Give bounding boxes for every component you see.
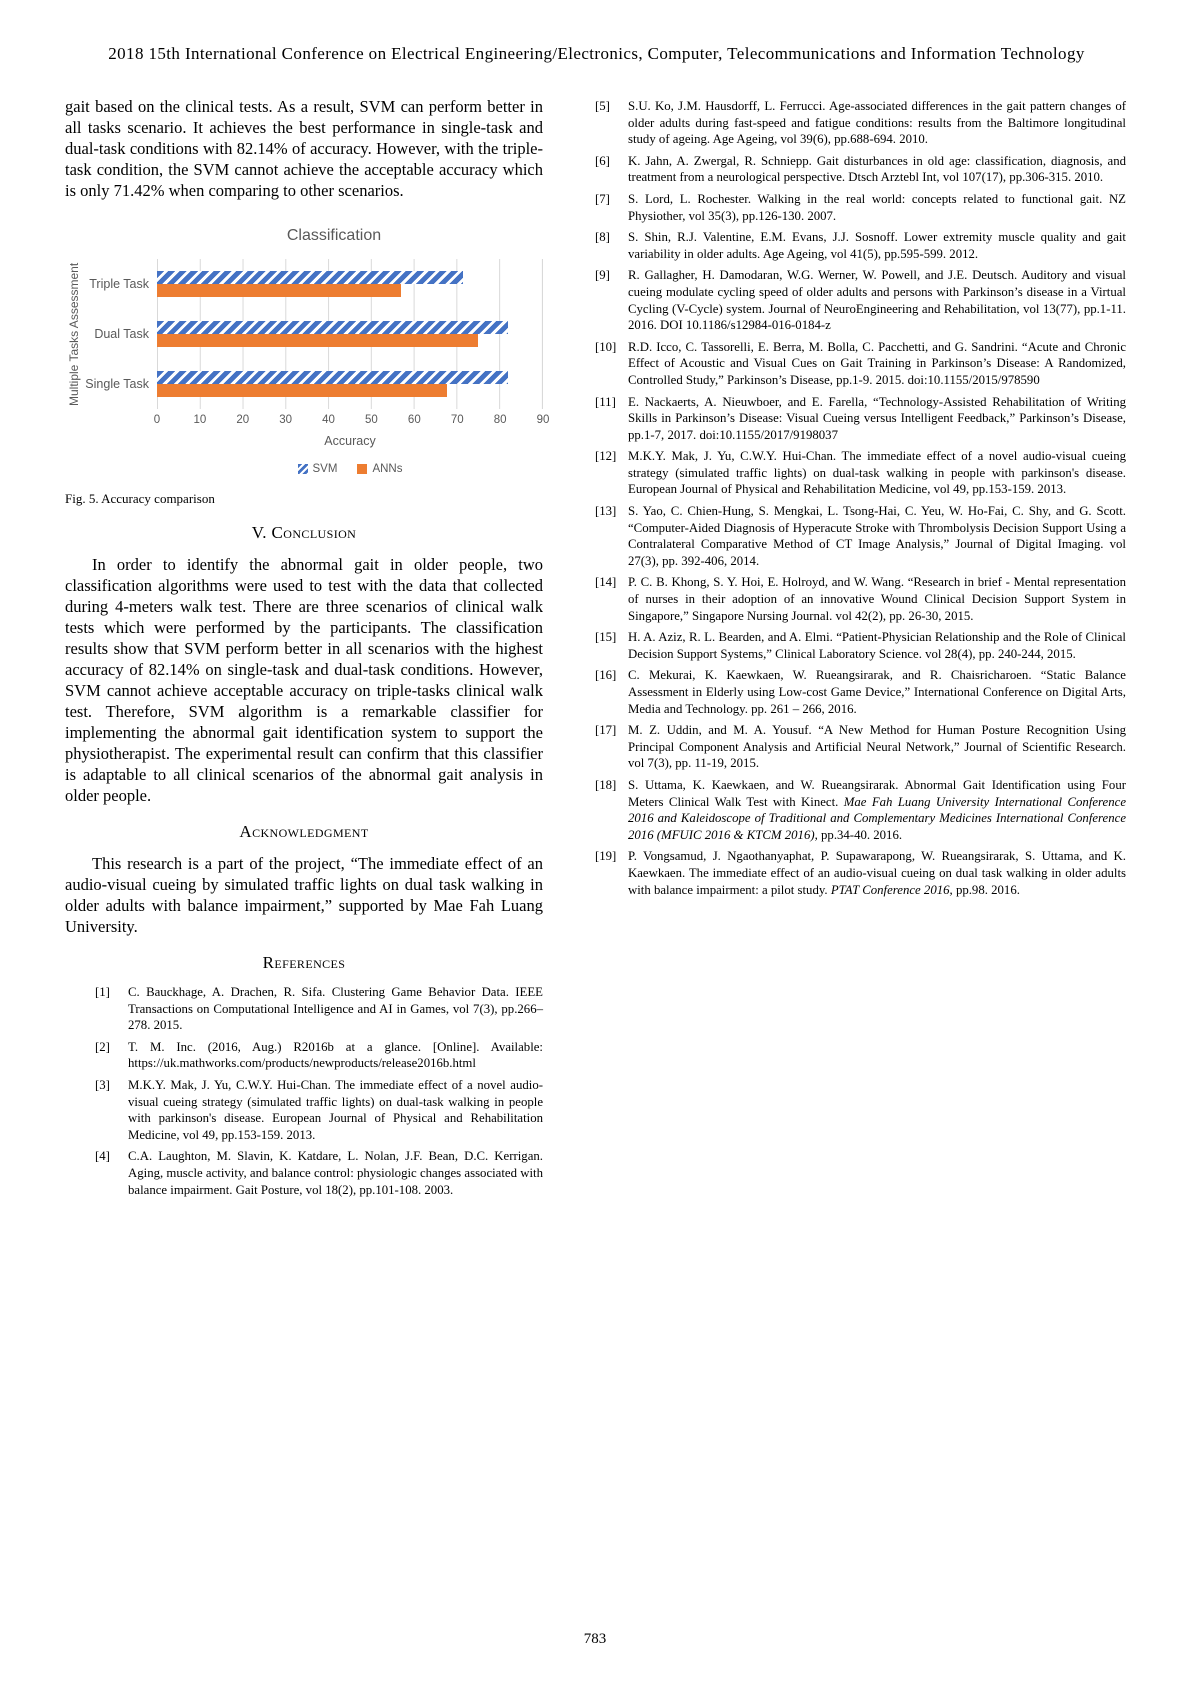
chart-x-ticks bbox=[153, 414, 550, 429]
reference-label: [8] bbox=[595, 230, 610, 245]
reference-text bbox=[628, 267, 1126, 333]
reference-label: [13] bbox=[595, 504, 617, 519]
reference-label: [3] bbox=[95, 1077, 110, 1092]
reference-text bbox=[628, 98, 1126, 148]
legend-swatch-anns bbox=[357, 464, 367, 474]
reference-label: [12] bbox=[595, 449, 617, 464]
reference-segment: S. Uttama, K. Kaewkaen, and W. Rueangsirarak. Abnormal Gait Identification using Four Meters Clinical Walk Test with Kinect. bbox=[628, 777, 1126, 809]
x-tick-label: 90 bbox=[536, 414, 550, 426]
legend-label: ANNs bbox=[372, 463, 403, 475]
reference-segment: R.D. Icco, C. Tassorelli, E. Berra, M. Bolla, C. Pacchetti, and G. Sandrini. “Acute and Chronic Effect of Acoustic and Visual Cues on Gait Training in Parkinson’s Disease: A Randomized, Controlled Study,” Parkinson’s Disease, pp.1-9. 2015. doi:10.1155/2015/978590 bbox=[628, 339, 1126, 387]
reference-item bbox=[595, 153, 1126, 186]
reference-segment: H. A. Aziz, R. L. Bearden, and A. Elmi. “Patient-Physician Relationship and the Role of Clinical Decision Support Systems,” Clinical Laboratory Science. vol 28(4), pp. 240-244, 2015. bbox=[628, 630, 1126, 661]
reference-label: [11] bbox=[595, 394, 616, 409]
reference-item bbox=[595, 98, 1126, 148]
reference-label: [16] bbox=[595, 668, 617, 683]
reference-item bbox=[595, 629, 1126, 662]
reference-segment: S. Lord, L. Rochester. Walking in the real world: concepts related to functional gait. NZ Physiother, vol 35(3), pp.126-130. 2007. bbox=[628, 191, 1126, 223]
reference-item bbox=[95, 1077, 543, 1143]
two-column-layout bbox=[65, 96, 1128, 1203]
reference-label: [5] bbox=[595, 99, 610, 113]
reference-item bbox=[595, 191, 1126, 224]
legend-swatch-svm bbox=[298, 464, 308, 474]
reference-label: [6] bbox=[595, 153, 610, 168]
x-tick-label: 40 bbox=[322, 414, 335, 426]
reference-label: [4] bbox=[95, 1149, 110, 1164]
acknowledgment-heading: Acknowledgment bbox=[239, 822, 369, 841]
chart-x-axis-title: Accuracy bbox=[324, 434, 376, 448]
legend-item-anns bbox=[357, 463, 402, 475]
x-tick-label: 0 bbox=[153, 414, 161, 426]
acknowledgment-paragraph: This research is a part of the project, “The immediate effect of an audio-visual cueing by simulated traffic lights on dual task walking in older adults with balance impairment,” supported by Mae Fah Luang University. bbox=[65, 854, 543, 936]
reference-segment: C. Mekurai, K. Kaewkaen, W. Rueangsirarak, and R. Chaisricharoen. “Static Balance Assessment in Elderly using Low-cost Game Device,” International Conference on Digital Arts, Media and Technology. pp. 261 – 266, 2016. bbox=[628, 668, 1126, 716]
reference-label: [1] bbox=[95, 985, 110, 999]
reference-text bbox=[628, 448, 1126, 498]
chart-category-labels bbox=[83, 259, 157, 409]
right-column bbox=[595, 96, 1126, 1203]
reference-item bbox=[95, 984, 543, 1034]
bar-svm-single-task bbox=[157, 371, 508, 384]
reference-item bbox=[595, 503, 1126, 569]
reference-label: [18] bbox=[595, 777, 617, 792]
reference-text bbox=[128, 984, 543, 1034]
reference-label: [17] bbox=[595, 723, 617, 738]
chart-category-label: Triple Task bbox=[89, 277, 149, 291]
reference-label: [2] bbox=[95, 1039, 110, 1054]
reference-text bbox=[628, 503, 1126, 569]
intro-paragraph: gait based on the clinical tests. As a result, SVM can perform better in all tasks scenario. It achieves the best performance in single-task and dual-task conditions with 82.14% of accuracy. However, with the triple-task condition, the SVM cannot achieve the acceptable accuracy which is only 71.42% when comparing to other scenarios. bbox=[65, 97, 543, 200]
legend-item-svm bbox=[298, 463, 338, 475]
x-tick-label: 20 bbox=[236, 414, 250, 426]
reference-text bbox=[628, 394, 1126, 444]
reference-text bbox=[628, 667, 1126, 717]
reference-segment: M. Z. Uddin, and M. A. Yousuf. “A New Method for Human Posture Recognition Using Principal Component Analysis and Artificial Neural Network,” Journal of Scientific Research. vol 7(3), pp. 11-19, 2015. bbox=[628, 723, 1126, 771]
bar-svm-dual-task bbox=[157, 321, 508, 334]
reference-text bbox=[628, 722, 1126, 772]
reference-item bbox=[595, 722, 1126, 772]
reference-segment: M.K.Y. Mak, J. Yu, C.W.Y. Hui-Chan. The immediate effect of a novel audio-visual cueing strategy (simulated traffic lights) on dual-task walking in people with parkinson's disease. European Journal of Physical and Rehabilitation Medicine, vol 49, pp.153-159. 2013. bbox=[628, 449, 1126, 497]
reference-label: [10] bbox=[595, 339, 617, 354]
references-list-right bbox=[595, 98, 1126, 898]
chart-bar-group bbox=[157, 359, 542, 409]
chart-plot-column bbox=[153, 259, 550, 475]
reference-item bbox=[595, 667, 1126, 717]
chart-bar-group bbox=[157, 259, 542, 309]
reference-segment: pp.34-40. 2016. bbox=[821, 827, 903, 842]
reference-text bbox=[628, 339, 1126, 389]
reference-segment: K. Jahn, A. Zwergal, R. Schniepp. Gait disturbances in old age: classification, diagnosis, and treatment from a neurological perspective. Dtsch Arztebl Int, vol 107(17), pp.306-315. 2010. bbox=[628, 153, 1126, 185]
reference-segment: T. M. Inc. (2016, Aug.) R2016b at a glance. [Online]. Available: https://uk.mathworks.com/products/newproducts/release2016b.html bbox=[128, 1039, 543, 1071]
reference-text bbox=[628, 229, 1126, 262]
reference-text bbox=[628, 629, 1126, 662]
reference-item bbox=[595, 574, 1126, 624]
reference-italic-segment: PTAT Conference 2016, bbox=[830, 882, 956, 897]
references-list-left bbox=[95, 984, 543, 1198]
left-column bbox=[65, 96, 550, 1203]
reference-item bbox=[95, 1039, 543, 1072]
reference-text bbox=[128, 1077, 543, 1143]
accuracy-chart bbox=[65, 227, 550, 475]
legend-label: SVM bbox=[312, 463, 338, 475]
reference-text bbox=[628, 574, 1126, 624]
chart-legend bbox=[157, 463, 543, 475]
reference-segment: C. Bauckhage, A. Drachen, R. Sifa. Clustering Game Behavior Data. IEEE Transactions on Computational Intelligence and AI in Games, vol 7(3), pp.266–278. 2015. bbox=[128, 985, 543, 1033]
chart-category-label: Single Task bbox=[85, 377, 149, 391]
reference-label: [7] bbox=[595, 191, 610, 206]
reference-segment: P. Vongsamud, J. Ngaothanyaphat, P. Supawarapong, W. Rueangsirarak, S. Uttama, and K. Kaewkaen. The immediate effect of an audio-visual cueing on dual task walking in older adults with balance impairment: a pilot study. bbox=[628, 849, 1126, 897]
reference-text bbox=[128, 1148, 543, 1198]
reference-segment: S.U. Ko, J.M. Hausdorff, L. Ferrucci. Age-associated differences in the gait pattern changes of older adults during fast-speed and fatigue conditions: results from the Baltimore longitudinal study of ageing. Age Ageing, vol 39(6), pp.688-694. 2010. bbox=[628, 99, 1126, 147]
chart-plot bbox=[157, 259, 543, 409]
page-number: 783 bbox=[583, 1631, 607, 1647]
chart-category-label: Dual Task bbox=[94, 327, 149, 341]
reference-segment: S. Yao, C. Chien-Hung, S. Mengkai, L. Tsong-Hai, C. Yeu, W. Ho-Fai, C. Shy, and G. Scott. “Computer-Aided Diagnosis of Hyperacute Stroke with Thrombolysis Decision Support Using a Contralateral Comparative Method of CT Image Analysis,” Journal of Digital Imaging. vol 27(3), pp. 392-406, 2014. bbox=[628, 504, 1126, 568]
conclusion-paragraph: In order to identify the abnormal gait in older people, two classification algorithms were used to test with the data that collected during 4-meters walk test. There are three scenarios of clinical walk tests which were performed by the participants. The classification results show that SVM perform better in all scenarios with the highest accuracy of 82.14% on single-task and dual-task conditions. However, SVM cannot achieve acceptable accuracy on triple-tasks clinical walk test. Therefore, SVM algorithm is a remarkable classifier for implementing the abnormal gait identification system to support the physiotherapist. The experimental result can confirm that this classifier is adaptable to all clinical scenarios of the abnormal gait analysis in older people. bbox=[65, 555, 543, 805]
chart-bar-group bbox=[157, 309, 542, 359]
chart-y-axis-title: Multiple Tasks Assessment bbox=[67, 262, 81, 406]
chart-main bbox=[65, 259, 550, 475]
reference-label: [14] bbox=[595, 575, 617, 590]
reference-item bbox=[595, 848, 1126, 898]
bar-anns-dual-task bbox=[157, 334, 478, 347]
reference-segment: M.K.Y. Mak, J. Yu, C.W.Y. Hui-Chan. The immediate effect of a novel audio-visual cueing strategy (simulated traffic lights) on dual-task walking in people with parkinson's disease. European Journal of Physical and Rehabilitation Medicine, vol 49, pp.153-159. 2013. bbox=[128, 1077, 543, 1142]
x-tick-label: 50 bbox=[365, 414, 378, 426]
reference-item bbox=[595, 394, 1126, 444]
conference-header: 2018 15th International Conference on Electrical Engineering/Electronics, Computer, Telecommunications and Information Technology bbox=[108, 44, 1085, 63]
reference-label: [19] bbox=[595, 849, 617, 864]
reference-item bbox=[595, 267, 1126, 333]
figure-caption: Fig. 5. Accuracy comparison bbox=[65, 491, 215, 506]
reference-segment: C.A. Laughton, M. Slavin, K. Katdare, L. Nolan, J.F. Bean, D.C. Kerrigan. Aging, muscle activity, and balance control: physiologic changes associated with balance impairment. Gait Posture, vol 18(2), pp.101-108. 2003. bbox=[128, 1149, 543, 1197]
reference-label: [9] bbox=[595, 268, 610, 283]
reference-text bbox=[628, 191, 1126, 224]
reference-segment: R. Gallagher, H. Damodaran, W.G. Werner, W. Powell, and J.E. Deutsch. Auditory and visual cueing modulate cycling speed of older adults and persons with Parkinson’s disease in a Virtual Cycling (V-Cycle) system. Journal of NeuroEngineering and Rehabilitation, vol 13(77), pp.1-11. 2016. DOI 10.1186/s12984-016-0184-z bbox=[628, 268, 1126, 333]
reference-segment: pp.98. 2016. bbox=[955, 882, 1020, 897]
x-tick-label: 10 bbox=[193, 414, 207, 426]
x-tick-label: 60 bbox=[407, 414, 421, 426]
reference-item bbox=[595, 777, 1126, 843]
conclusion-heading: V. Conclusion bbox=[251, 523, 357, 542]
x-tick-label: 30 bbox=[279, 414, 293, 426]
bar-anns-triple-task bbox=[157, 284, 401, 297]
x-tick-label: 80 bbox=[493, 414, 507, 426]
bar-svm-triple-task bbox=[157, 271, 463, 284]
reference-text bbox=[628, 153, 1126, 186]
reference-segment: S. Shin, R.J. Valentine, E.M. Evans, J.J. Sosnoff. Lower extremity muscle quality and gait variability in older adults. Age Ageing, vol 41(5), pp.595-599. 2012. bbox=[628, 230, 1126, 261]
references-heading: References bbox=[262, 953, 346, 972]
reference-text bbox=[628, 777, 1126, 843]
bar-anns-single-task bbox=[157, 384, 447, 397]
reference-italic-segment: Mae Fah Luang University International Conference 2016 and Kaleidoscope of Traditional and Complementary Medicines International Conference 2016 (MFUIC 2016 & KTCM 2016), bbox=[628, 794, 1126, 842]
reference-segment: E. Nackaerts, A. Nieuwboer, and E. Farella, “Technology-Assisted Rehabilitation of Writing Skills in Parkinson’s Disease: Visual Cueing versus Intelligent Feedback,” Parkinson’s Disease, pp.1-7, 2017. doi:10.1155/2017/9198037 bbox=[628, 394, 1126, 442]
reference-item bbox=[595, 229, 1126, 262]
reference-segment: P. C. B. Khong, S. Y. Hoi, E. Holroyd, and W. Wang. “Research in brief - Mental representation of nurses in their adoption of an innovative Wound Clinical Decision Support System in Singapore,” Singapore Nursing Journal. vol 42(2), pp. 26-30, 2015. bbox=[628, 575, 1126, 623]
reference-item bbox=[95, 1148, 543, 1198]
reference-label: [15] bbox=[595, 630, 617, 645]
reference-text bbox=[628, 848, 1126, 898]
figure-5 bbox=[65, 227, 550, 507]
reference-item bbox=[595, 339, 1126, 389]
chart-title: Classification bbox=[286, 227, 382, 244]
x-tick-label: 70 bbox=[450, 414, 464, 426]
reference-text bbox=[128, 1039, 543, 1072]
reference-item bbox=[595, 448, 1126, 498]
